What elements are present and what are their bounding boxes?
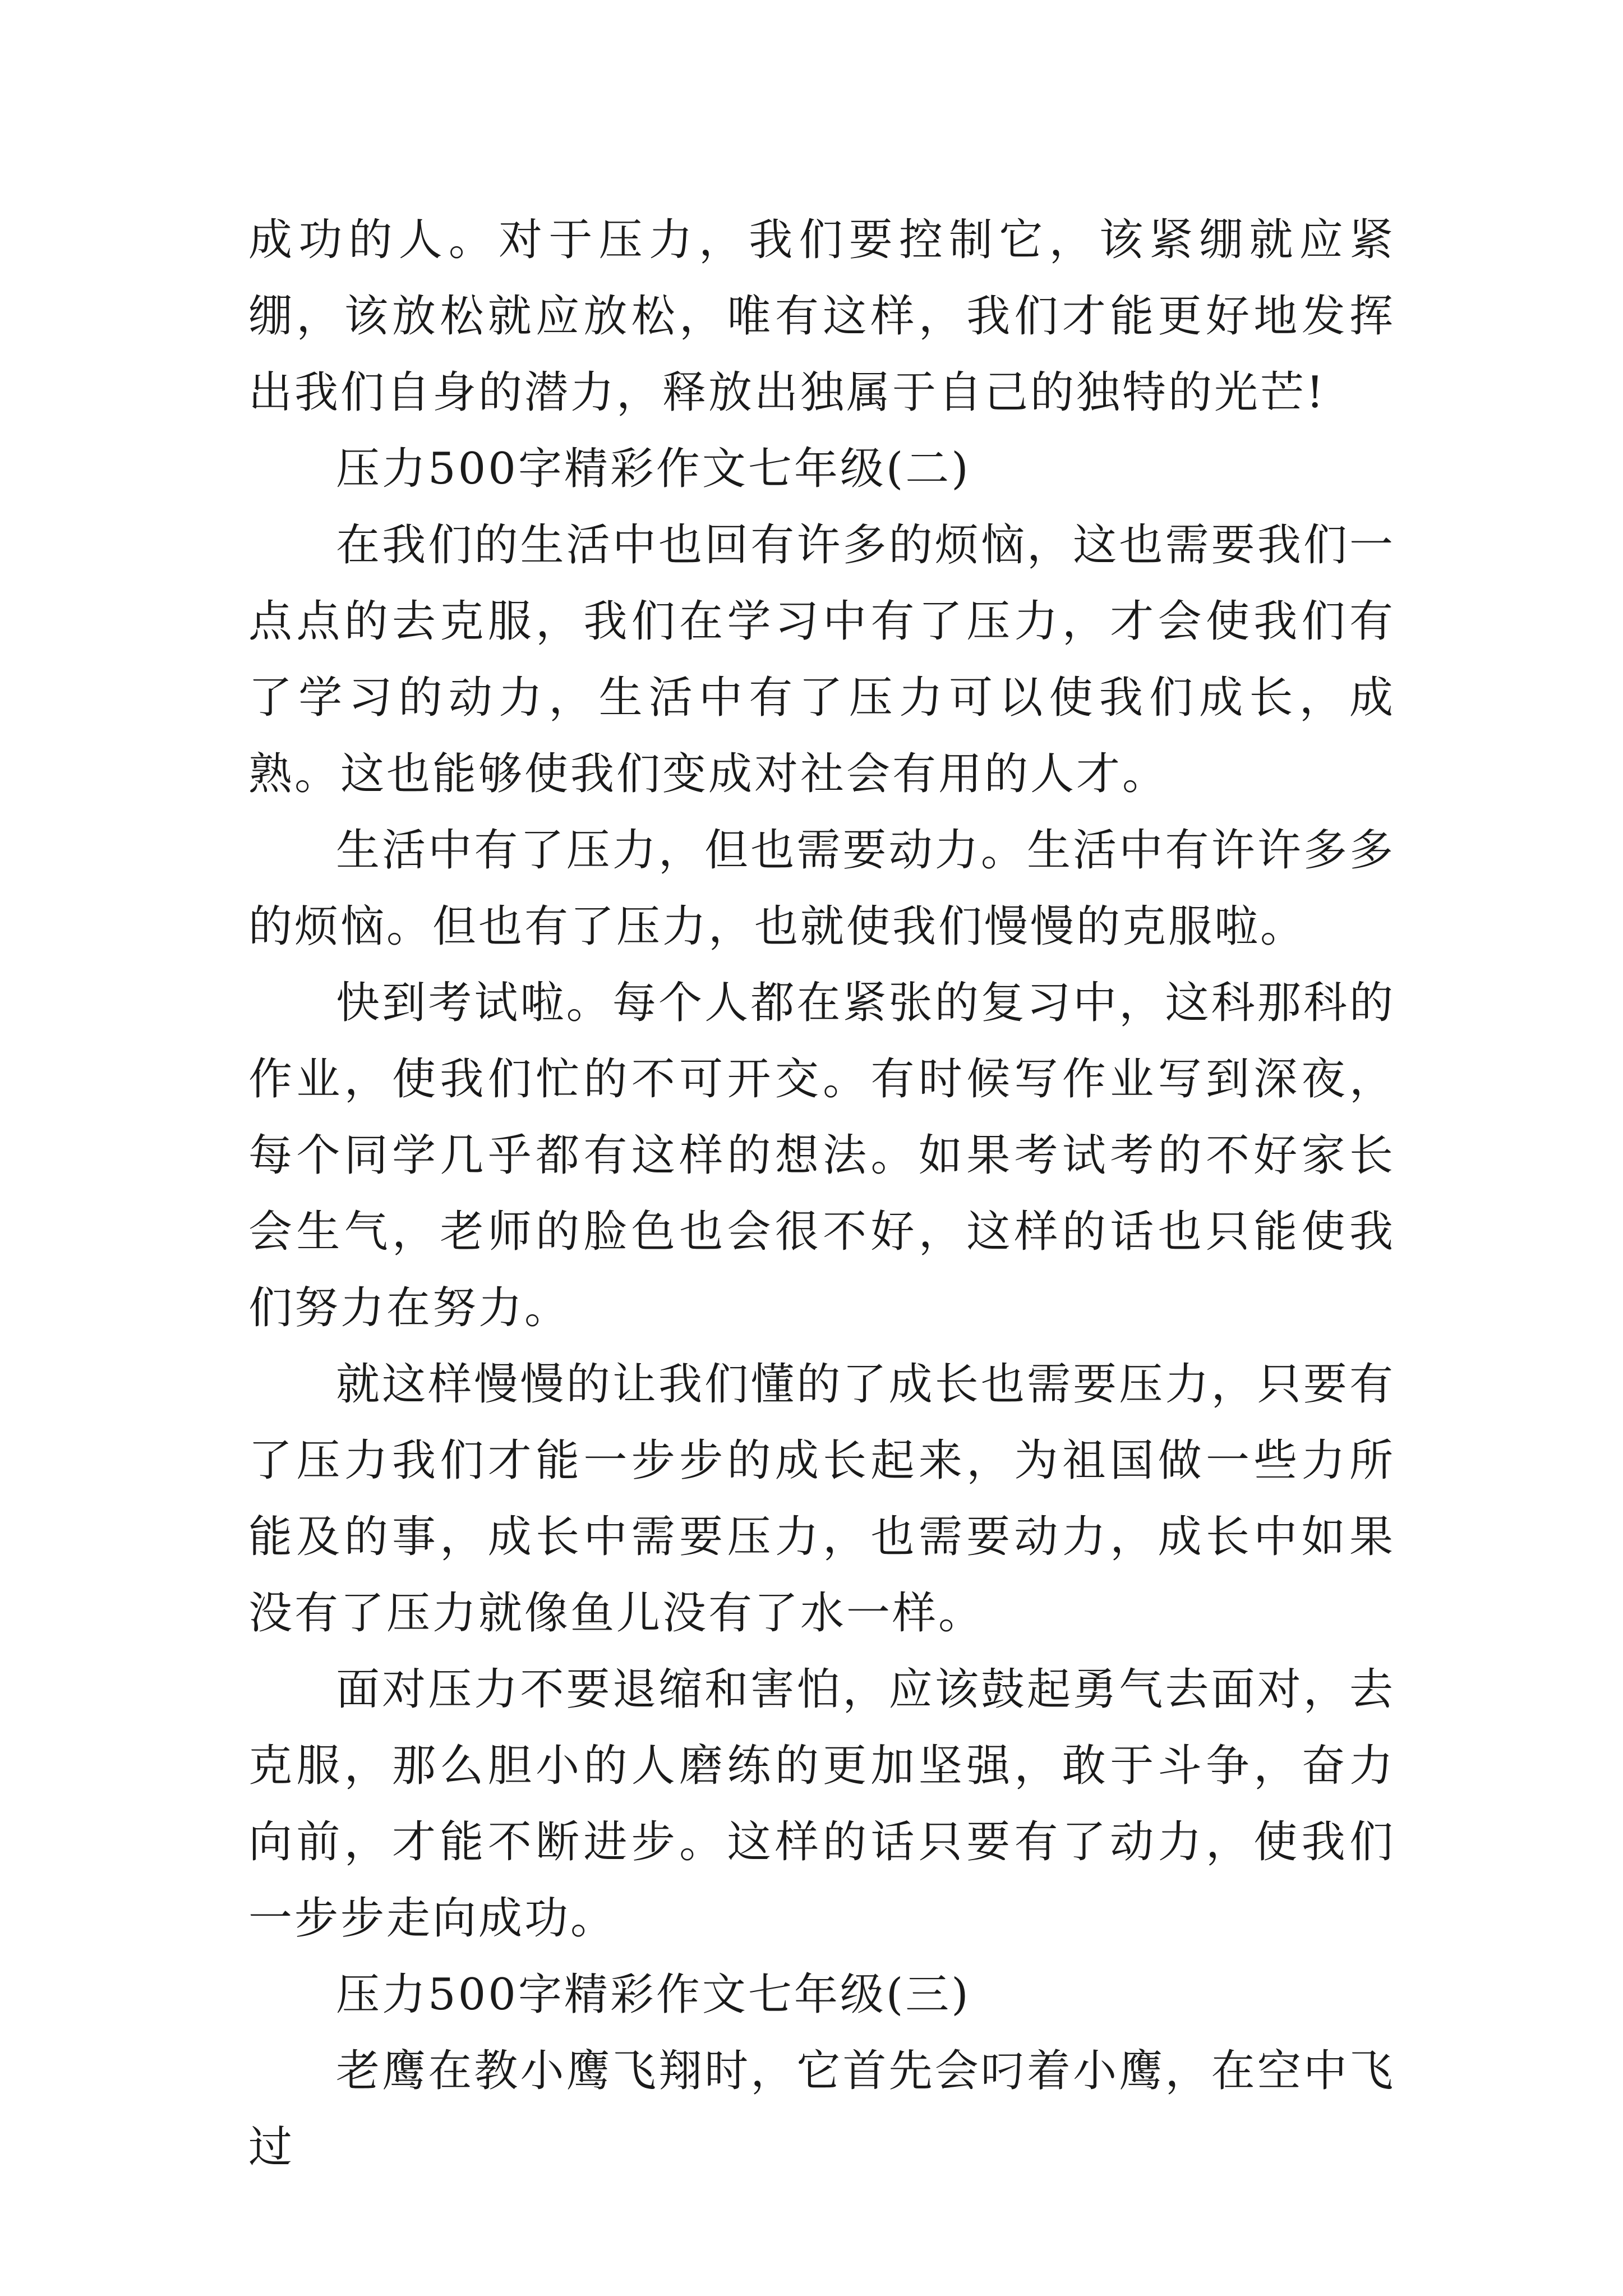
paragraph: 面对压力不要退缩和害怕，应该鼓起勇气去面对，去克服，那么胆小的人磨练的更加坚强，敢于斗争，奋力向前，才能不断进步。这样的话只要有了动力，使我们一步步走向成功。 [248, 1664, 1395, 1944]
paragraph: 生活中有了压力，但也需要动力。生活中有许许多多的烦恼。但也有了压力，也就使我们慢慢的克服啦。 [248, 825, 1395, 952]
paragraph: 快到考试啦。每个人都在紧张的复习中，这科那科的作业，使我们忙的不可开交。有时候写作业写到深夜，每个同学几乎都有这样的想法。如果考试考的不好家长会生气，老师的脸色也会很不好，这样的话也只能使我们努力在努力。 [248, 978, 1395, 1333]
paragraph: 成功的人。对于压力，我们要控制它，该紧绷就应紧绷，该放松就应放松，唯有这样，我们才能更好地发挥出我们自身的潜力，释放出独属于自己的独特的光芒! [248, 215, 1395, 418]
section-heading: 压力500字精彩作文七年级(二) [336, 444, 971, 494]
paragraph: 老鹰在教小鹰飞翔时，它首先会叼着小鹰，在空中飞过 [248, 2046, 1395, 2173]
document-body [248, 202, 1395, 2185]
paragraph: 在我们的生活中也回有许多的烦恼，这也需要我们一点点的去克服，我们在学习中有了压力，才会使我们有了学习的动力，生活中有了压力可以使我们成长，成熟。这也能够使我们变成对社会有用的人才。 [248, 520, 1395, 799]
paragraph: 就这样慢慢的让我们懂的了成长也需要压力，只要有了压力我们才能一步步的成长起来，为祖国做一些力所能及的事，成长中需要压力，也需要动力，成长中如果没有了压力就像鱼儿没有了水一样。 [248, 1359, 1395, 1639]
section-heading: 压力500字精彩作文七年级(三) [336, 1970, 971, 2020]
